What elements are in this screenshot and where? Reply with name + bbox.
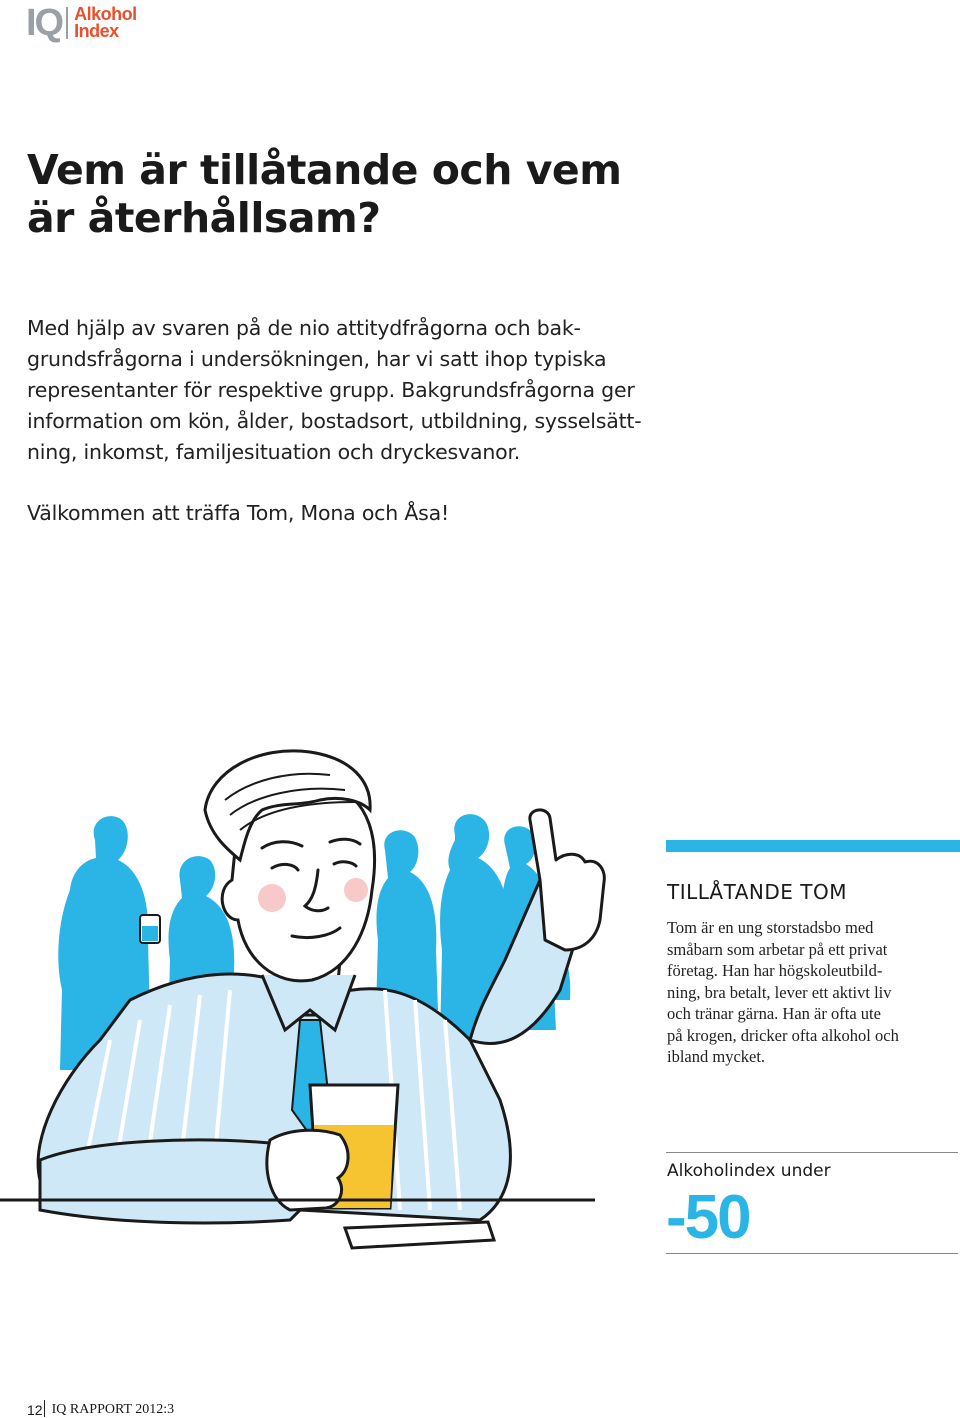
profile-line: företag. Han har högskoleutbild- — [667, 961, 883, 980]
intro-line: information om kön, ålder, bostadsort, utbildning, sysselsätt- — [27, 409, 642, 433]
title-line-1: Vem är tillåtande och vem — [27, 146, 622, 194]
profile-line: på krogen, dricker ofta alkohol och — [667, 1025, 899, 1045]
alcohol-index-value: -50 — [666, 1183, 750, 1252]
tom-cheek-left — [258, 884, 286, 912]
intro-line: grundsfrågorna i undersökningen, har vi satt ihop typiska — [27, 347, 607, 371]
welcome-text: Välkommen att träffa Tom, Mona och Åsa! — [27, 501, 450, 525]
logo-wordmark — [74, 6, 137, 40]
page-title — [27, 146, 727, 242]
profile-heading: TILLÅTANDE TOM — [667, 880, 847, 904]
tom-illustration — [0, 740, 620, 1260]
profile-description — [667, 917, 952, 1068]
intro-line: representanter för respektive grupp. Bakgrundsfrågorna ger — [27, 378, 635, 402]
intro-paragraph — [27, 313, 727, 468]
footer-divider — [44, 1400, 45, 1417]
iq-logo-mark: IQ — [26, 2, 63, 44]
profile-line: småbarn som arbetar på ett privat — [667, 939, 888, 959]
publication-name: IQ RAPPORT 2012:3 — [51, 1402, 175, 1417]
title-line-2: är återhållsam? — [27, 194, 381, 242]
mobile-phone-icon — [345, 1222, 494, 1248]
page-footer — [27, 1402, 174, 1418]
page-number: 12 — [27, 1402, 43, 1418]
intro-line: Med hjälp av svaren på de nio attitydfrågorna och bak- — [27, 316, 581, 340]
logo-line-1: Alkohol — [74, 4, 137, 24]
alkohol-index-logo — [26, 4, 137, 42]
profile-line: ning, bra betalt, lever ett aktivt liv — [667, 982, 892, 1002]
alcohol-index-box — [666, 1152, 958, 1254]
intro-line: ning, inkomst, familjesituation och dryckesvanor. — [27, 440, 521, 464]
alcohol-index-label: Alkoholindex under — [667, 1161, 831, 1181]
profile-accent-bar — [666, 840, 960, 852]
tom-hand-holding-glass — [267, 1130, 348, 1210]
profile-line: Tom är en ung storstadsbo med — [667, 918, 874, 937]
profile-line: och tränar gärna. Han är ofta ute — [667, 1004, 881, 1023]
profile-line: ibland mycket. — [667, 1047, 766, 1066]
logo-divider — [66, 7, 68, 39]
logo-line-2: Index — [74, 21, 119, 41]
background-glass-fill — [142, 926, 158, 941]
tom-cheek-right — [344, 878, 368, 902]
